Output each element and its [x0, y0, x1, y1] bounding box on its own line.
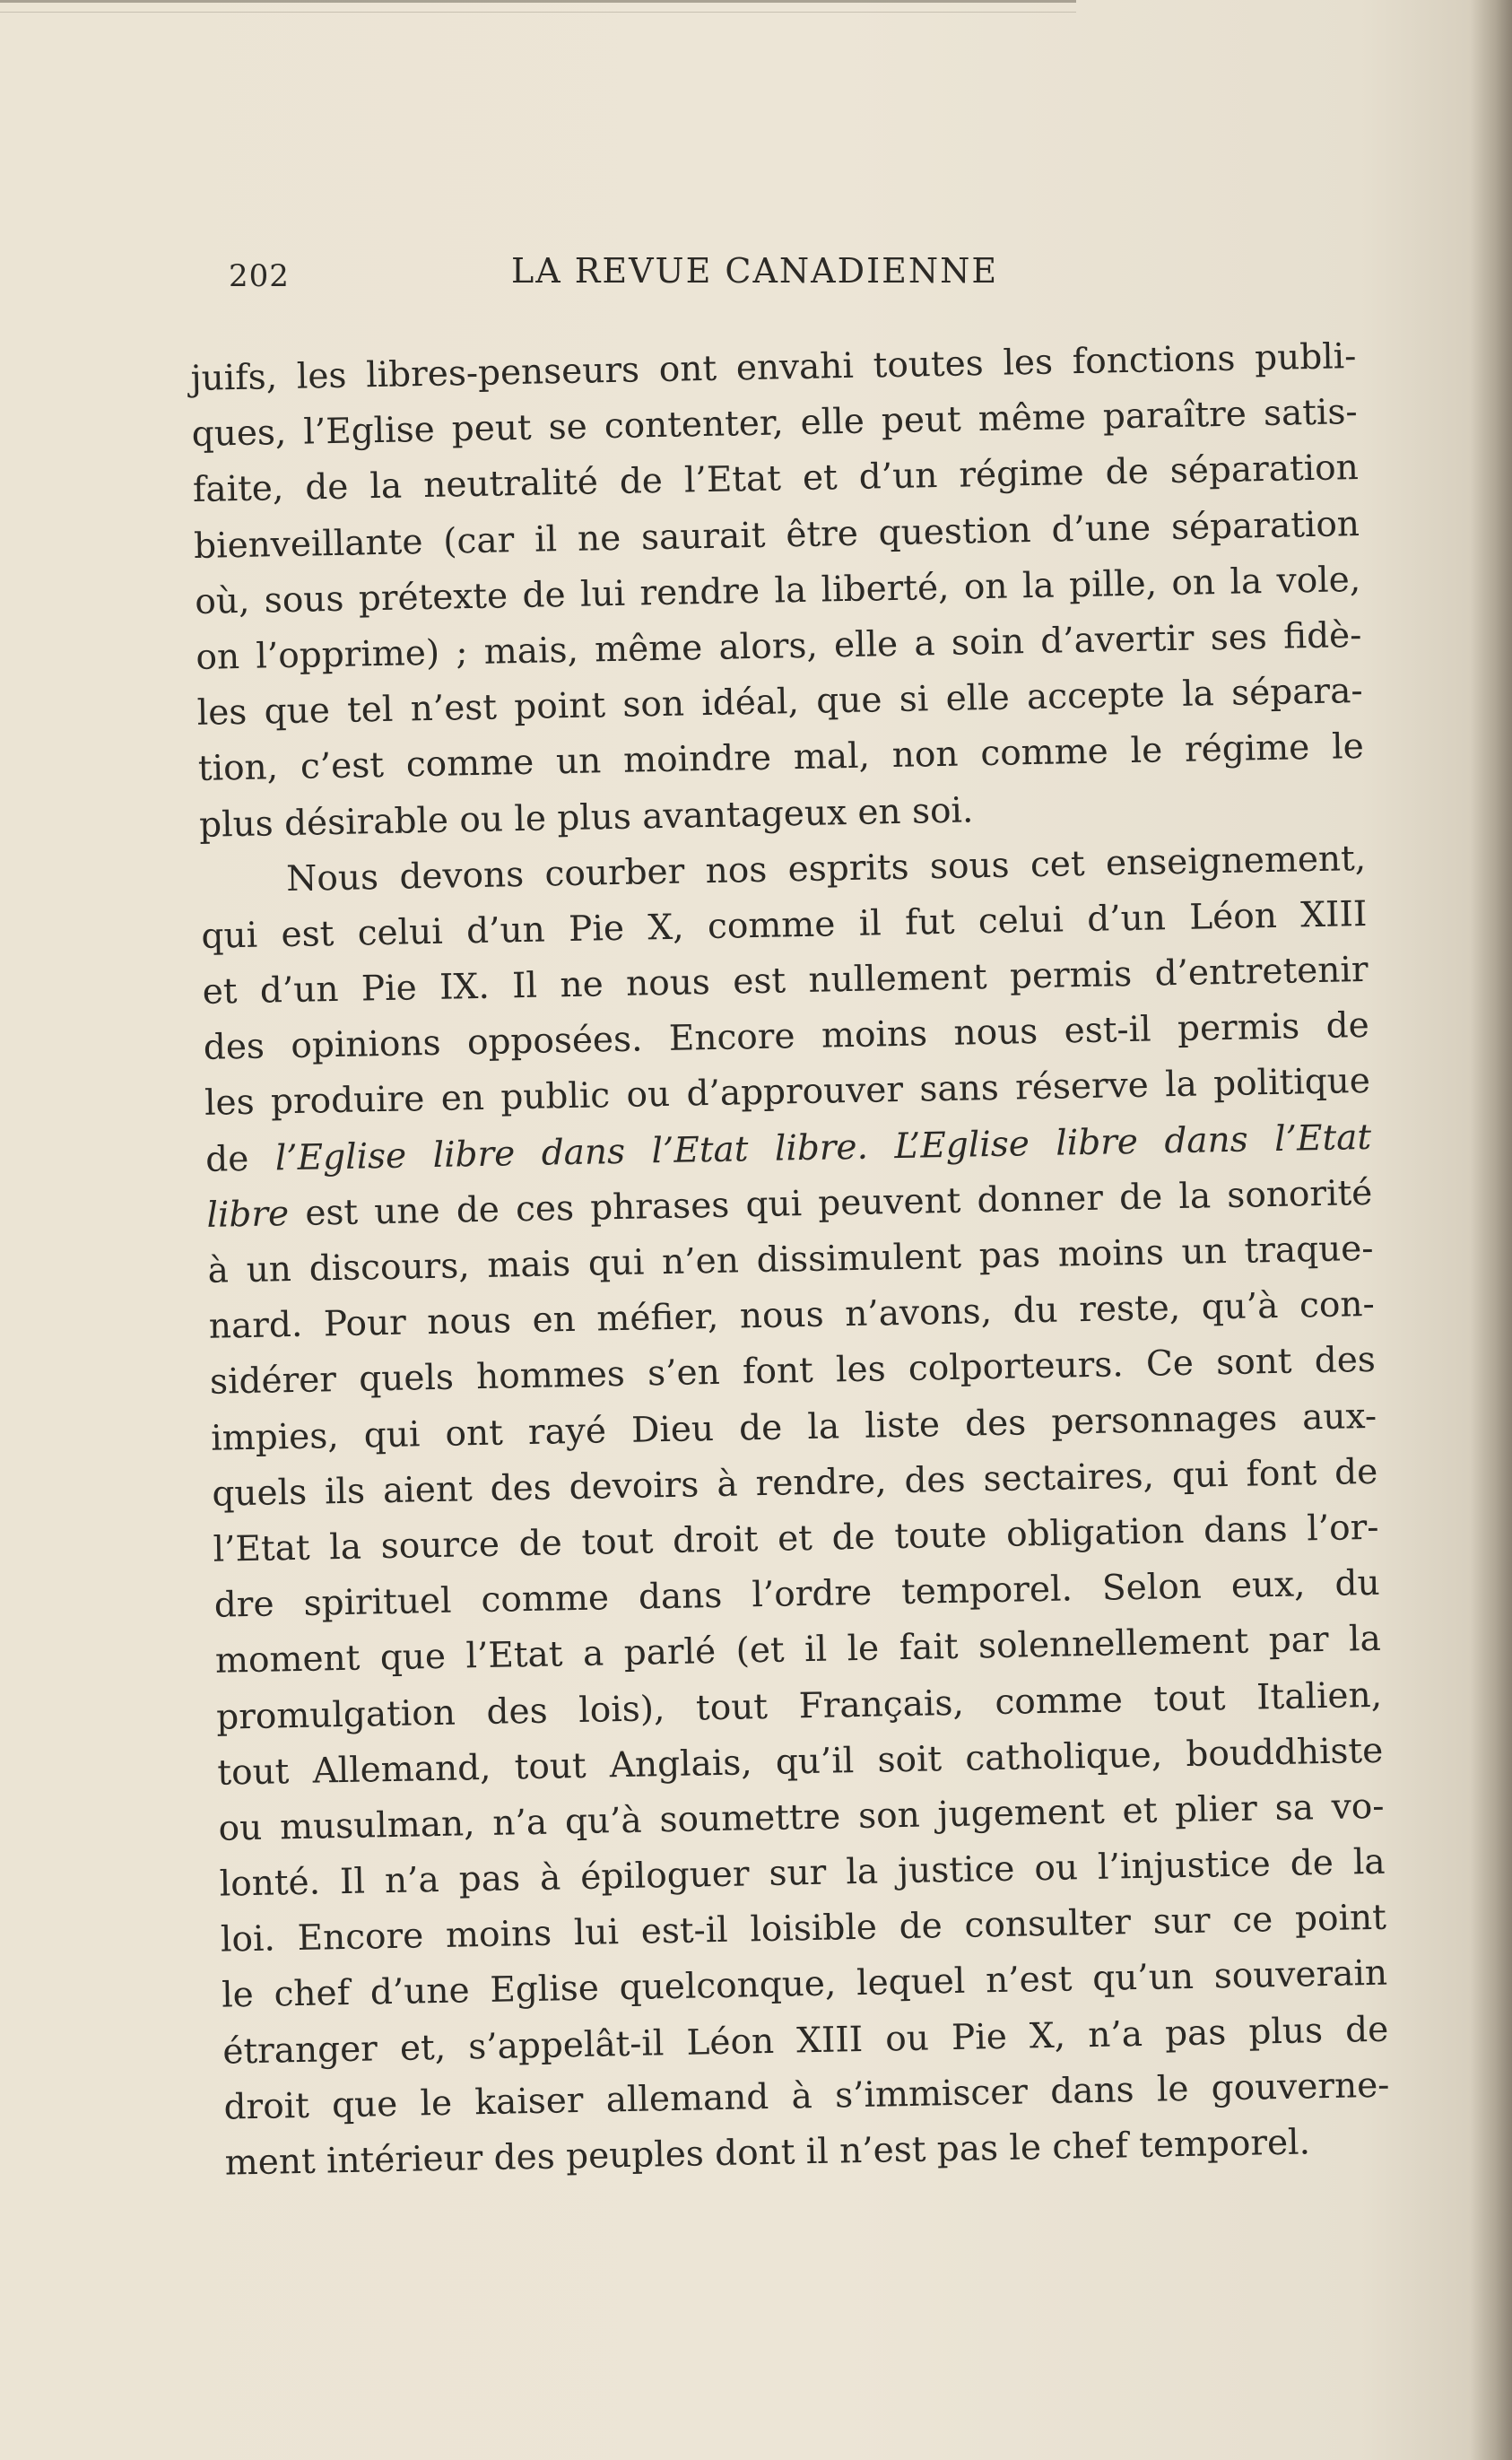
- text-line: sidérer quels hommes s’en font les colporteurs. Ce sont des: [209, 1340, 1377, 1404]
- text-line: juifs, les libres-penseurs ont envahi toutes les fonctions publi-: [190, 336, 1357, 399]
- text-line: à un discours, mais qui n’en dissimulent pas moins un traque-: [207, 1228, 1374, 1291]
- text-line: on l’opprime) ; mais, même alors, elle a soin d’avertir ses fidè-: [196, 614, 1362, 678]
- text-span: est une de ces phrases qui peuvent donner de la sonorité: [288, 1172, 1373, 1234]
- text-line: qui est celui d’un Pie X, comme il fut celui d’un Léon XIII: [201, 893, 1368, 957]
- body-text: [190, 329, 1391, 2192]
- top-edge-rule: [0, 0, 1076, 13]
- binding-gutter-shadow: [1471, 0, 1512, 2460]
- text-span: [867, 1126, 894, 1168]
- text-line: le chef d’une Eglise quelconque, lequel n’est qu’un souverain: [221, 1953, 1388, 2017]
- text-line: bienveillante (car il ne saurait être question d’une séparation: [193, 503, 1360, 567]
- text-line: ques, l’Eglise peut se contenter, elle peut même paraître satis-: [191, 392, 1358, 456]
- text-line: ou musulman, n’a qu’à soumettre son jugement et plier sa vo-: [218, 1786, 1385, 1849]
- text-line: où, sous prétexte de lui rendre la liberté, on la pille, on la vole,: [194, 559, 1361, 622]
- text-line: les que tel n’est point son idéal, que si elle accepte la sépara-: [196, 671, 1363, 735]
- text-line: quels ils aient des devoirs à rendre, des sectaires, qui font de: [212, 1451, 1378, 1515]
- italic-phrase: L’Eglise libre dans l’Etat: [893, 1117, 1372, 1167]
- text-line: des opinions opposées. Encore moins nous est-il permis de: [203, 1005, 1370, 1069]
- page-header: [229, 249, 1036, 303]
- text-line: droit que le kaiser allemand à s’immiscer dans le gouverne-: [223, 2064, 1390, 2128]
- text-line: étranger et, s’appelât-il Léon XIII ou Pie X, n’a pas plus de: [222, 2009, 1389, 2073]
- text-line: dre spirituel comme dans l’ordre temporel. Selon eux, du: [213, 1562, 1381, 1626]
- text-line: ment intérieur des peuples dont il n’est pas le chef temporel.: [224, 2122, 1311, 2184]
- text-line: tion, c’est comme un moindre mal, non comme le régime le: [197, 726, 1365, 790]
- text-line: plus désirable ou le plus avantageux en soi.: [198, 789, 974, 846]
- text-line: loi. Encore moins lui est-il loisible de consulter sur ce point: [220, 1897, 1387, 1960]
- text-line: lonté. Il n’a pas à épiloguer sur la justice ou l’injustice de la: [219, 1841, 1386, 1905]
- text-line: promulgation des lois), tout Français, comme tout Italien,: [215, 1674, 1383, 1738]
- text-line: l’Etat la source de tout droit et de toute obligation dans l’or-: [213, 1507, 1379, 1570]
- page-number: 202: [229, 258, 290, 294]
- text-line: moment que l’Etat a parlé (et il le fait solennellement par la: [214, 1619, 1382, 1682]
- text-line: impies, qui ont rayé Dieu de la liste des personnages aux-: [210, 1395, 1377, 1459]
- running-title: LA REVUE CANADIENNE: [511, 251, 999, 291]
- text-line: faite, de la neutralité de l’Etat et d’un régime de séparation: [192, 448, 1360, 511]
- text-line: nard. Pour nous en méfier, nous n’avons, du reste, qu’à con-: [208, 1284, 1376, 1347]
- text-line: Nous devons courber nos esprits sous cet enseignement,: [285, 838, 1367, 900]
- text-line: tout Allemand, tout Anglais, qu’il soit catholique, bouddhiste: [216, 1730, 1384, 1794]
- italic-phrase: libre: [206, 1193, 290, 1236]
- text-span: de: [204, 1137, 276, 1180]
- text-line: et d’un Pie IX. Il ne nous est nullement permis d’entretenir: [202, 949, 1369, 1013]
- italic-phrase: l’Eglise libre dans l’Etat libre.: [274, 1126, 869, 1178]
- text-line: les produire en public ou d’approuver sans réserve la politique: [204, 1061, 1371, 1125]
